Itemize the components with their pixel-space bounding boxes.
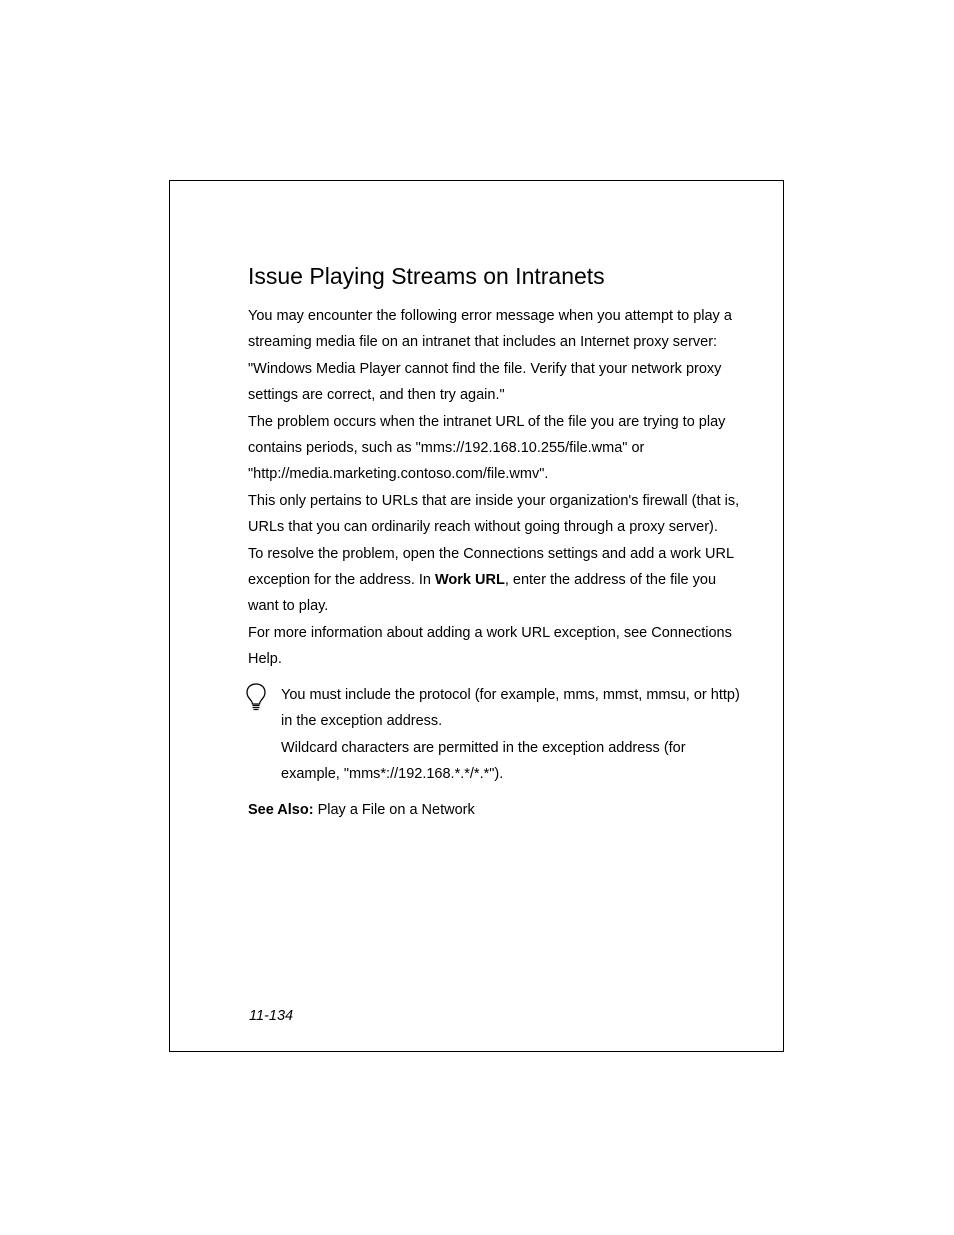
- work-url-label: Work URL: [435, 572, 505, 589]
- resolution-text-start: To resolve the problem, open the Connections settings and add a work URL exception for the address. In: [248, 545, 734, 589]
- see-also-link[interactable]: Play a File on a Network: [317, 802, 475, 819]
- paragraph-error-message: You may encounter the following error message when you attempt to play a streaming media file on an intranet that includes an Internet proxy server: "Windows Media Player cannot find the file. Verify that your network proxy settings are correct, and then try again.": [248, 308, 732, 404]
- see-also-label: See Also:: [248, 802, 314, 819]
- tip-wildcard-note: Wildcard characters are permitted in the exception address (for example, "mms*://192.168.*.*/*.*").: [281, 739, 686, 783]
- paragraph-resolution: [248, 541, 748, 620]
- tip-protocol-note: You must include the protocol (for example, mms, mmst, mmsu, or http) in the exception address.: [281, 686, 740, 730]
- lightbulb-icon: [245, 683, 267, 711]
- paragraph-firewall-note: This only pertains to URLs that are inside your organization's firewall (that is, URLs that you can ordinarily reach without going through a proxy server).: [248, 492, 740, 536]
- paragraph-more-info: For more information about adding a work URL exception, see Connections Help.: [248, 624, 732, 668]
- see-also: [248, 799, 748, 821]
- resolution-text-end: , enter the address of the file you want to play.: [248, 572, 717, 615]
- tip-block: [248, 682, 748, 788]
- page-number: 11-134: [249, 1008, 294, 1024]
- content-area: [248, 262, 748, 821]
- page-title: Issue Playing Streams on Intranets: [248, 263, 605, 289]
- paragraph-problem-cause: The problem occurs when the intranet URL of the file you are trying to play contains periods, such as "mms://192.168.10.255/file.wma" or "http://media.marketing.contoso.com/file.wmv".: [248, 413, 726, 483]
